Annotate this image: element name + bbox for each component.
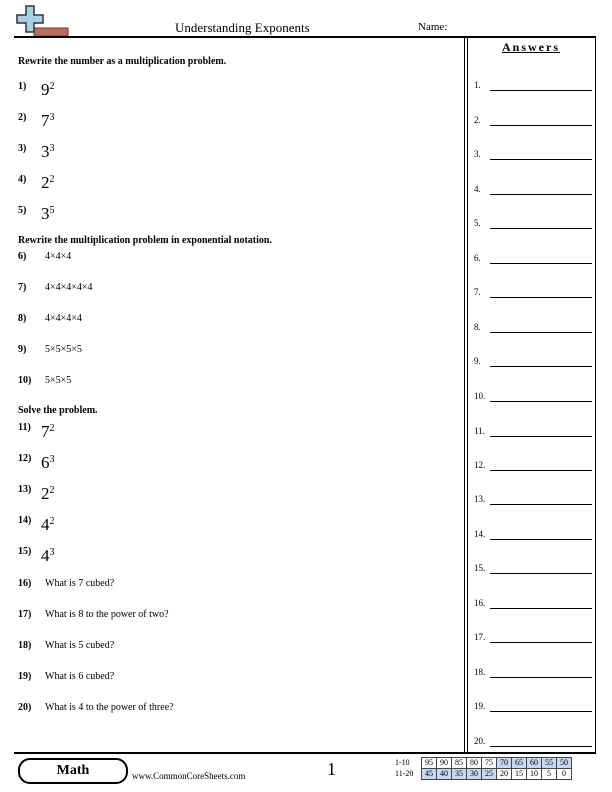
problem-number: 12) [18,453,32,464]
problem-3-expression: $3^3$ [41,142,55,161]
score-cell: 15 [512,769,527,780]
problem-10-text: 5×5×5 [45,375,72,386]
answer-field[interactable] [490,711,592,712]
header-rule [14,36,596,38]
problem-7-text: 4×4×4×4×4 [45,282,93,293]
problem-14-expression: $4^2$ [41,515,55,534]
answer-label: 18. [474,667,486,677]
answer-label: 6. [474,253,481,263]
problem-5-expression: $3^5$ [41,204,55,223]
answer-label: 16. [474,598,486,608]
answer-label: 12. [474,460,486,470]
answer-field[interactable] [490,90,592,91]
score-cell: 25 [482,769,497,780]
answer-label: 1. [474,80,481,90]
answer-label: 13. [474,494,486,504]
problem-12-expression: $6^3$ [41,453,55,472]
answer-field[interactable] [490,297,592,298]
problem-19-text: What is 6 cubed? [45,671,115,682]
answer-label: 2. [474,115,481,125]
answer-field[interactable] [490,194,592,195]
footer-rule [14,752,596,754]
problem-number: 20) [18,702,32,713]
problem-number: 18) [18,640,32,651]
problem-number: 16) [18,578,32,589]
problem-number: 4) [18,174,27,185]
score-cell: 5 [542,769,557,780]
answer-field[interactable] [490,642,592,643]
score-cell: 40 [437,769,452,780]
answer-field[interactable] [490,539,592,540]
column-divider-inner [467,37,468,753]
right-border [595,37,596,753]
problem-number: 14) [18,515,32,526]
problem-number: 1) [18,81,27,92]
problem-number: 7) [18,282,27,293]
problem-number: 11) [18,422,31,433]
score-table [395,757,572,780]
answer-label: 3. [474,149,481,159]
problem-11-expression: $7^2$ [41,422,55,441]
answers-heading: Answers [502,40,560,54]
problem-13-expression: $2^2$ [41,484,55,503]
column-divider [464,37,465,753]
problem-18-text: What is 5 cubed? [45,640,115,651]
answer-field[interactable] [490,125,592,126]
problem-8-text: 4×4×4×4 [45,313,82,324]
answer-field[interactable] [490,159,592,160]
problem-1-expression: $9^2$ [41,80,55,99]
problem-number: 19) [18,671,32,682]
problem-20-text: What is 4 to the power of three? [45,702,174,713]
answer-field[interactable] [490,504,592,505]
score-cell: 70 [497,758,512,769]
score-cell: 35 [452,769,467,780]
plus-logo-icon [14,4,70,36]
problem-number: 8) [18,313,27,324]
section-heading-3: Solve the problem. [18,405,98,416]
answer-label: 10. [474,391,486,401]
problem-15-expression: $4^3$ [41,546,55,565]
answer-field[interactable] [490,366,592,367]
answer-field[interactable] [490,677,592,678]
problem-16-text: What is 7 cubed? [45,578,115,589]
answer-field[interactable] [490,332,592,333]
score-cell: 80 [467,758,482,769]
answer-label: 11. [474,426,485,436]
problem-number: 6) [18,251,27,262]
problem-number: 2) [18,112,27,123]
answer-label: 5. [474,218,481,228]
worksheet-title: Understanding Exponents [175,20,310,35]
answer-label: 14. [474,529,486,539]
problem-6-text: 4×4×4 [45,251,72,262]
problem-17-text: What is 8 to the power of two? [45,609,169,620]
score-cell: 50 [557,758,572,769]
score-cell: 20 [497,769,512,780]
score-cell: 0 [557,769,572,780]
page-number: 1 [327,759,336,779]
answer-label: 7. [474,287,481,297]
answer-field[interactable] [490,573,592,574]
answer-label: 4. [474,184,481,194]
problem-4-expression: $2^2$ [41,173,55,192]
answer-label: 15. [474,563,486,573]
answer-label: 19. [474,701,486,711]
website-link[interactable]: www.CommonCoreSheets.com [132,771,246,781]
answer-label: 9. [474,356,481,366]
answer-field[interactable] [490,746,592,747]
score-cell: 90 [437,758,452,769]
answer-label: 8. [474,322,481,332]
answer-label: 20. [474,736,486,746]
answer-field[interactable] [490,263,592,264]
score-cell: 75 [482,758,497,769]
answer-field[interactable] [490,401,592,402]
score-row-label: 1-10 [395,758,410,767]
name-label: Name: [418,21,448,33]
score-cell: 55 [542,758,557,769]
problem-number: 5) [18,205,27,216]
answer-field[interactable] [490,436,592,437]
score-cell: 45 [422,769,437,780]
math-badge: Math [18,758,128,784]
score-cell: 85 [452,758,467,769]
score-cell: 10 [527,769,542,780]
score-cell: 60 [527,758,542,769]
problem-9-text: 5×5×5×5 [45,344,82,355]
answer-field[interactable] [490,470,592,471]
score-row-label: 11-20 [395,769,414,778]
problem-number: 17) [18,609,32,620]
score-cell: 65 [512,758,527,769]
problem-number: 15) [18,546,32,557]
section-heading-2: Rewrite the multiplication problem in exponential notation. [18,235,272,246]
score-row-11-20 [395,769,572,780]
problem-number: 13) [18,484,32,495]
answer-field[interactable] [490,228,592,229]
problem-2-expression: $7^3$ [41,111,55,130]
section-heading-1: Rewrite the number as a multiplication problem. [18,56,227,67]
problem-number: 9) [18,344,27,355]
score-row-1-10 [395,758,572,769]
problem-number: 10) [18,375,32,386]
answer-field[interactable] [490,608,592,609]
answer-label: 17. [474,632,486,642]
score-cell: 30 [467,769,482,780]
problem-number: 3) [18,143,27,154]
score-cell: 95 [422,758,437,769]
